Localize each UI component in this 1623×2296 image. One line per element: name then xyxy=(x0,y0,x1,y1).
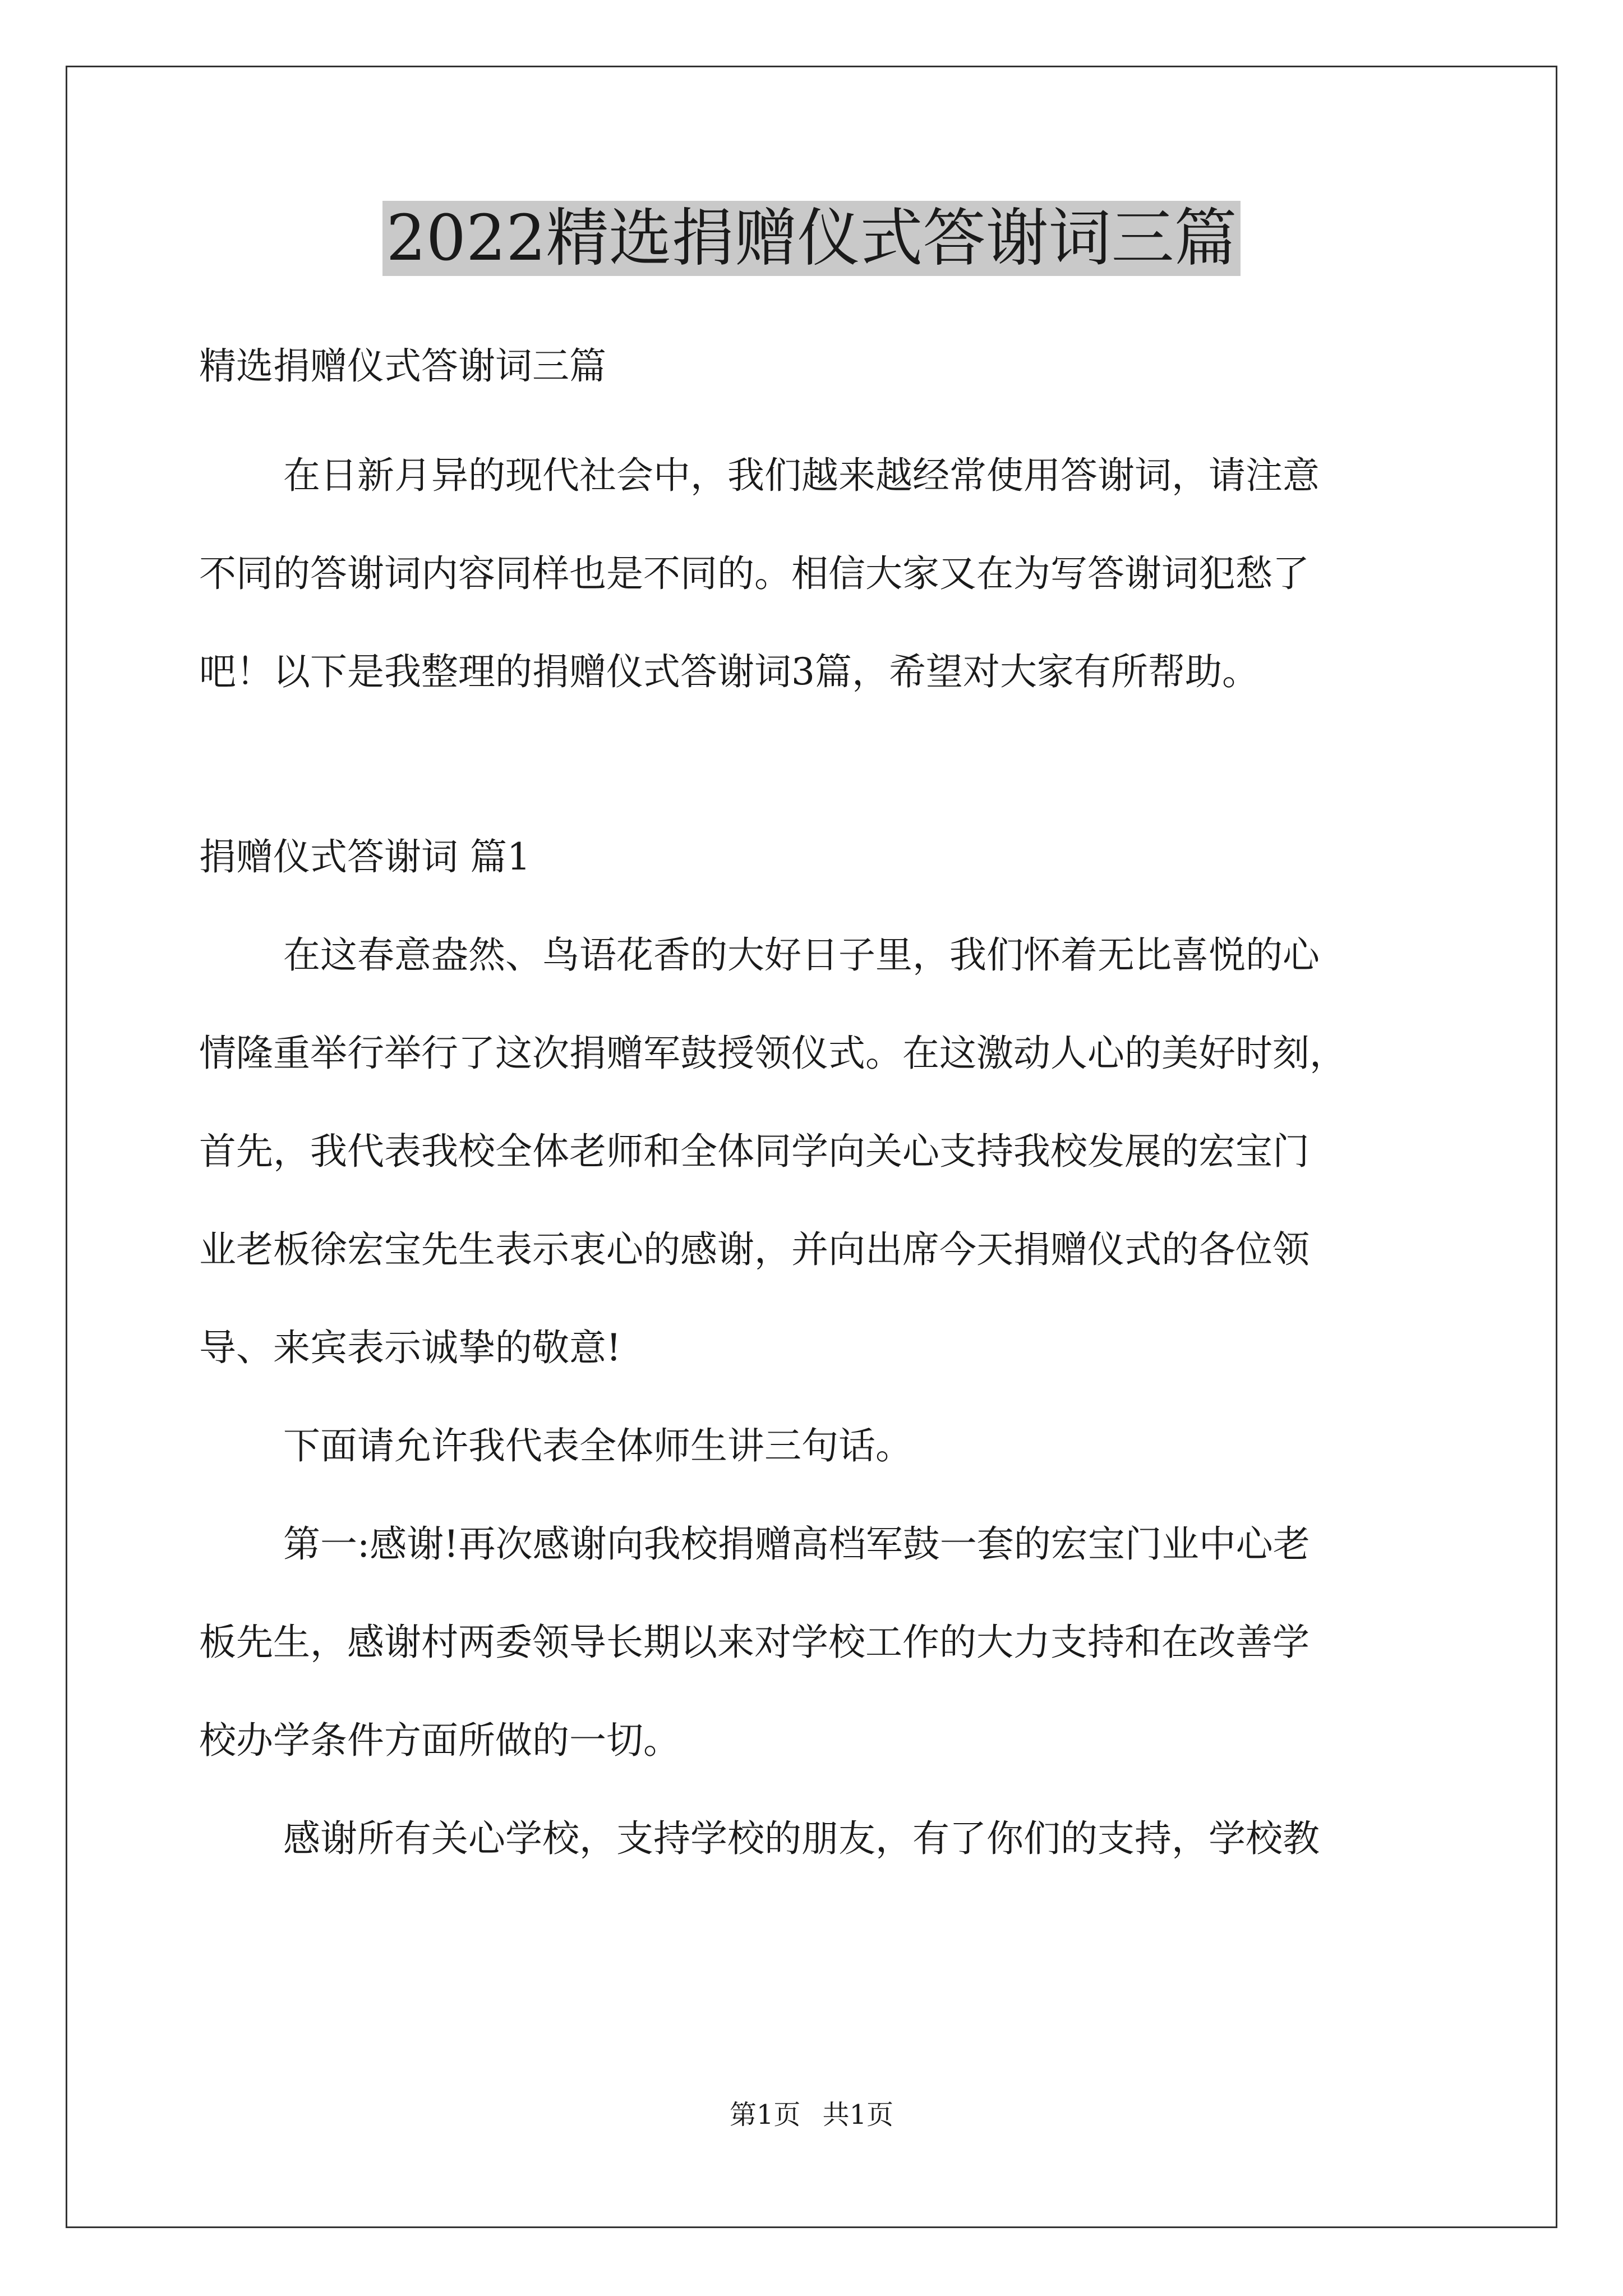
spacer xyxy=(199,721,1430,808)
document-body xyxy=(199,317,1430,1888)
body-line: 板先生，感谢村两委领导长期以来对学校工作的大力支持和在改善学 xyxy=(199,1621,1310,1664)
body-line: 业老板徐宏宝先生表示衷心的感谢，并向出席今天捐赠仪式的各位领 xyxy=(199,1228,1310,1271)
page-footer xyxy=(0,2098,1623,2132)
body-line: 在这春意盎然、鸟语花香的大好日子里，我们怀着无比喜悦的心 xyxy=(283,933,1320,977)
page-number: 第1页 xyxy=(729,2099,801,2131)
document-title xyxy=(0,199,1623,278)
body-line: 下面请允许我代表全体师生讲三句话。 xyxy=(283,1424,912,1467)
page-total: 共1页 xyxy=(822,2099,894,2131)
section-heading: 捐赠仪式答谢词 篇1 xyxy=(199,835,531,878)
body-line: 第一:感谢!再次感谢向我校捐赠高档军鼓一套的宏宝门业中心老 xyxy=(283,1522,1310,1566)
body-line: 导、来宾表示诚挚的敬意! xyxy=(199,1326,621,1369)
intro-line: 在日新月异的现代社会中，我们越来越经常使用答谢词，请注意 xyxy=(283,454,1320,497)
body-line: 校办学条件方面所做的一切。 xyxy=(199,1719,680,1762)
intro-line: 吧！以下是我整理的捐赠仪式答谢词3篇，希望对大家有所帮助。 xyxy=(199,650,1259,693)
body-line: 首先，我代表我校全体老师和全体同学向关心支持我校发展的宏宝门 xyxy=(199,1130,1310,1173)
document-title-text: 2022精选捐赠仪式答谢词三篇 xyxy=(382,201,1240,276)
subtitle: 精选捐赠仪式答谢词三篇 xyxy=(199,344,606,388)
intro-line: 不同的答谢词内容同样也是不同的。相信大家又在为写答谢词犯愁了 xyxy=(199,552,1310,595)
body-line: 情隆重举行举行了这次捐赠军鼓授领仪式。在这激动人心的美好时刻， xyxy=(199,1032,1347,1075)
body-line: 感谢所有关心学校，支持学校的朋友，有了你们的支持，学校教 xyxy=(283,1817,1320,1860)
